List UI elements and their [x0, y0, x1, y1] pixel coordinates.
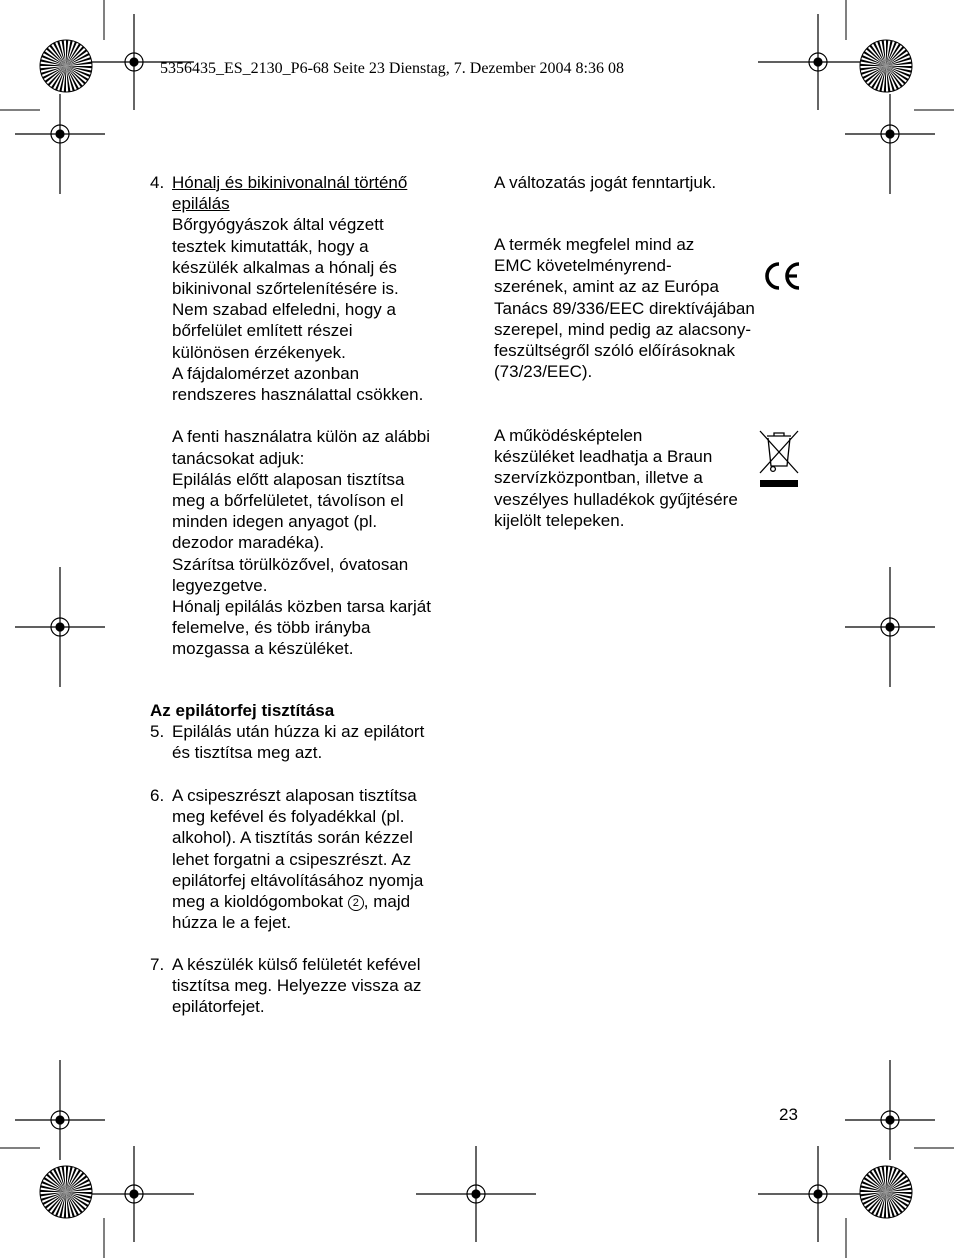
section-heading: Az epilátorfej tisztítása: [150, 701, 335, 720]
text-line: [172, 891, 470, 912]
text-line: szerepel, mind pedig az alacsony-: [494, 319, 752, 339]
text-line: feszültségről szóló előírásoknak: [494, 341, 735, 361]
text-line: tanácsokat adjuk:: [172, 448, 305, 468]
text-line: és tisztítsa meg azt.: [172, 743, 323, 763]
disclaimer-paragraph: A változatás jogát fenntartjuk.: [494, 173, 717, 192]
ce-mark-icon: [762, 258, 802, 294]
text-line: minden idegen anyagot (pl.: [172, 512, 378, 532]
text-line: Szárítsa törülközővel, óvatosan: [172, 554, 409, 574]
item-number: 6.: [150, 786, 165, 805]
item-number: 5.: [150, 722, 165, 741]
text-line: mozgassa a készüléket.: [172, 639, 354, 659]
text-line: A készülék külső felületét kefével: [172, 955, 421, 974]
text-line: Hónalj epilálás közben tarsa karját: [172, 597, 431, 617]
text-line: tisztítsa meg. Helyezze vissza az: [172, 976, 422, 996]
text-line: A termék megfelel mind az: [494, 235, 695, 254]
item-title: Hónalj és bikinivonalnál történő: [172, 173, 408, 192]
text-line: kijelölt telepeken.: [494, 510, 625, 530]
text-line: epilátorfej eltávolításához nyomja: [172, 870, 424, 890]
item-number: 4.: [150, 173, 165, 192]
text-line: (73/23/EEC).: [494, 362, 593, 382]
text-line: különösen érzékenyek.: [172, 342, 346, 362]
text-line: Bőrgyógyászok által végzett: [172, 215, 384, 235]
text-line: szerének, amint az az Európa: [494, 277, 719, 297]
text-line: A fenti használatra külön az alábbi: [172, 427, 431, 447]
text-line: húzza le a fejet.: [172, 913, 292, 933]
text-line: EMC követelményrend-: [494, 256, 672, 276]
star-target-icon: [40, 1166, 92, 1218]
text-line: meg kefével és folyadékkal (pl.: [172, 807, 405, 827]
text-line: készülék alkalmas a hónalj és: [172, 257, 397, 277]
print-slug: 5356435_ES_2130_P6-68 Seite 23 Dienstag, 7. Dezember 2004 8:36 08: [160, 60, 624, 77]
text-line: legyezgetve.: [172, 575, 268, 595]
text-line: tesztek kimutatták, hogy a: [172, 236, 369, 256]
text-line: Tanács 89/336/EEC direktívájában: [494, 298, 755, 318]
text-line: bőrfelület említett részei: [172, 321, 353, 341]
text-line: lehet forgatni a csipeszrészt. Az: [172, 849, 412, 869]
text-fragment: , majd: [363, 892, 411, 912]
circled-reference-number: 2: [348, 895, 364, 911]
text-line: epilátorfejet.: [172, 997, 265, 1017]
star-target-icon: [860, 40, 912, 92]
star-target-icon: [40, 40, 92, 92]
crossed-out-wheelie-bin-icon: [757, 426, 801, 490]
text-line: alkohol). A tisztítás során kézzel: [172, 828, 413, 848]
item-7: [150, 954, 470, 1018]
item-6: [150, 785, 470, 933]
text-line: szervízközpontban, illetve a: [494, 468, 703, 488]
text-fragment: meg a kioldógombokat: [172, 892, 348, 912]
text-line: felemelve, és több irányba: [172, 618, 371, 638]
text-line: Nem szabad elfeledni, hogy a: [172, 300, 396, 320]
text-line: készüléket leadhatja a Braun: [494, 447, 713, 467]
item-number: 7.: [150, 955, 165, 974]
text-line: bikinivonal szőrtelenítésére is.: [172, 279, 399, 299]
text-line: Epilálás előtt alaposan tisztítsa: [172, 469, 405, 489]
item-title: epilálás: [172, 194, 230, 214]
text-line: Epilálás után húzza ki az epilátort: [172, 722, 425, 741]
page-number: 23: [779, 1105, 798, 1124]
text-line: rendszeres használattal csökken.: [172, 385, 424, 405]
text-line: dezodor maradéka).: [172, 533, 325, 553]
star-target-icon: [860, 1166, 912, 1218]
text-line: A működésképtelen: [494, 426, 643, 445]
disposal-paragraph: [494, 425, 774, 531]
text-line: A csipeszrészt alaposan tisztítsa: [172, 786, 417, 805]
text-line: meg a bőrfelületet, távolíson el: [172, 491, 404, 511]
text-line: A fájdalomérzet azonban: [172, 363, 360, 383]
conformity-paragraph: [494, 234, 794, 382]
item-5: [150, 721, 470, 763]
item-4: [150, 172, 431, 660]
text-line: veszélyes hulladékok gyűjtésére: [494, 489, 738, 509]
